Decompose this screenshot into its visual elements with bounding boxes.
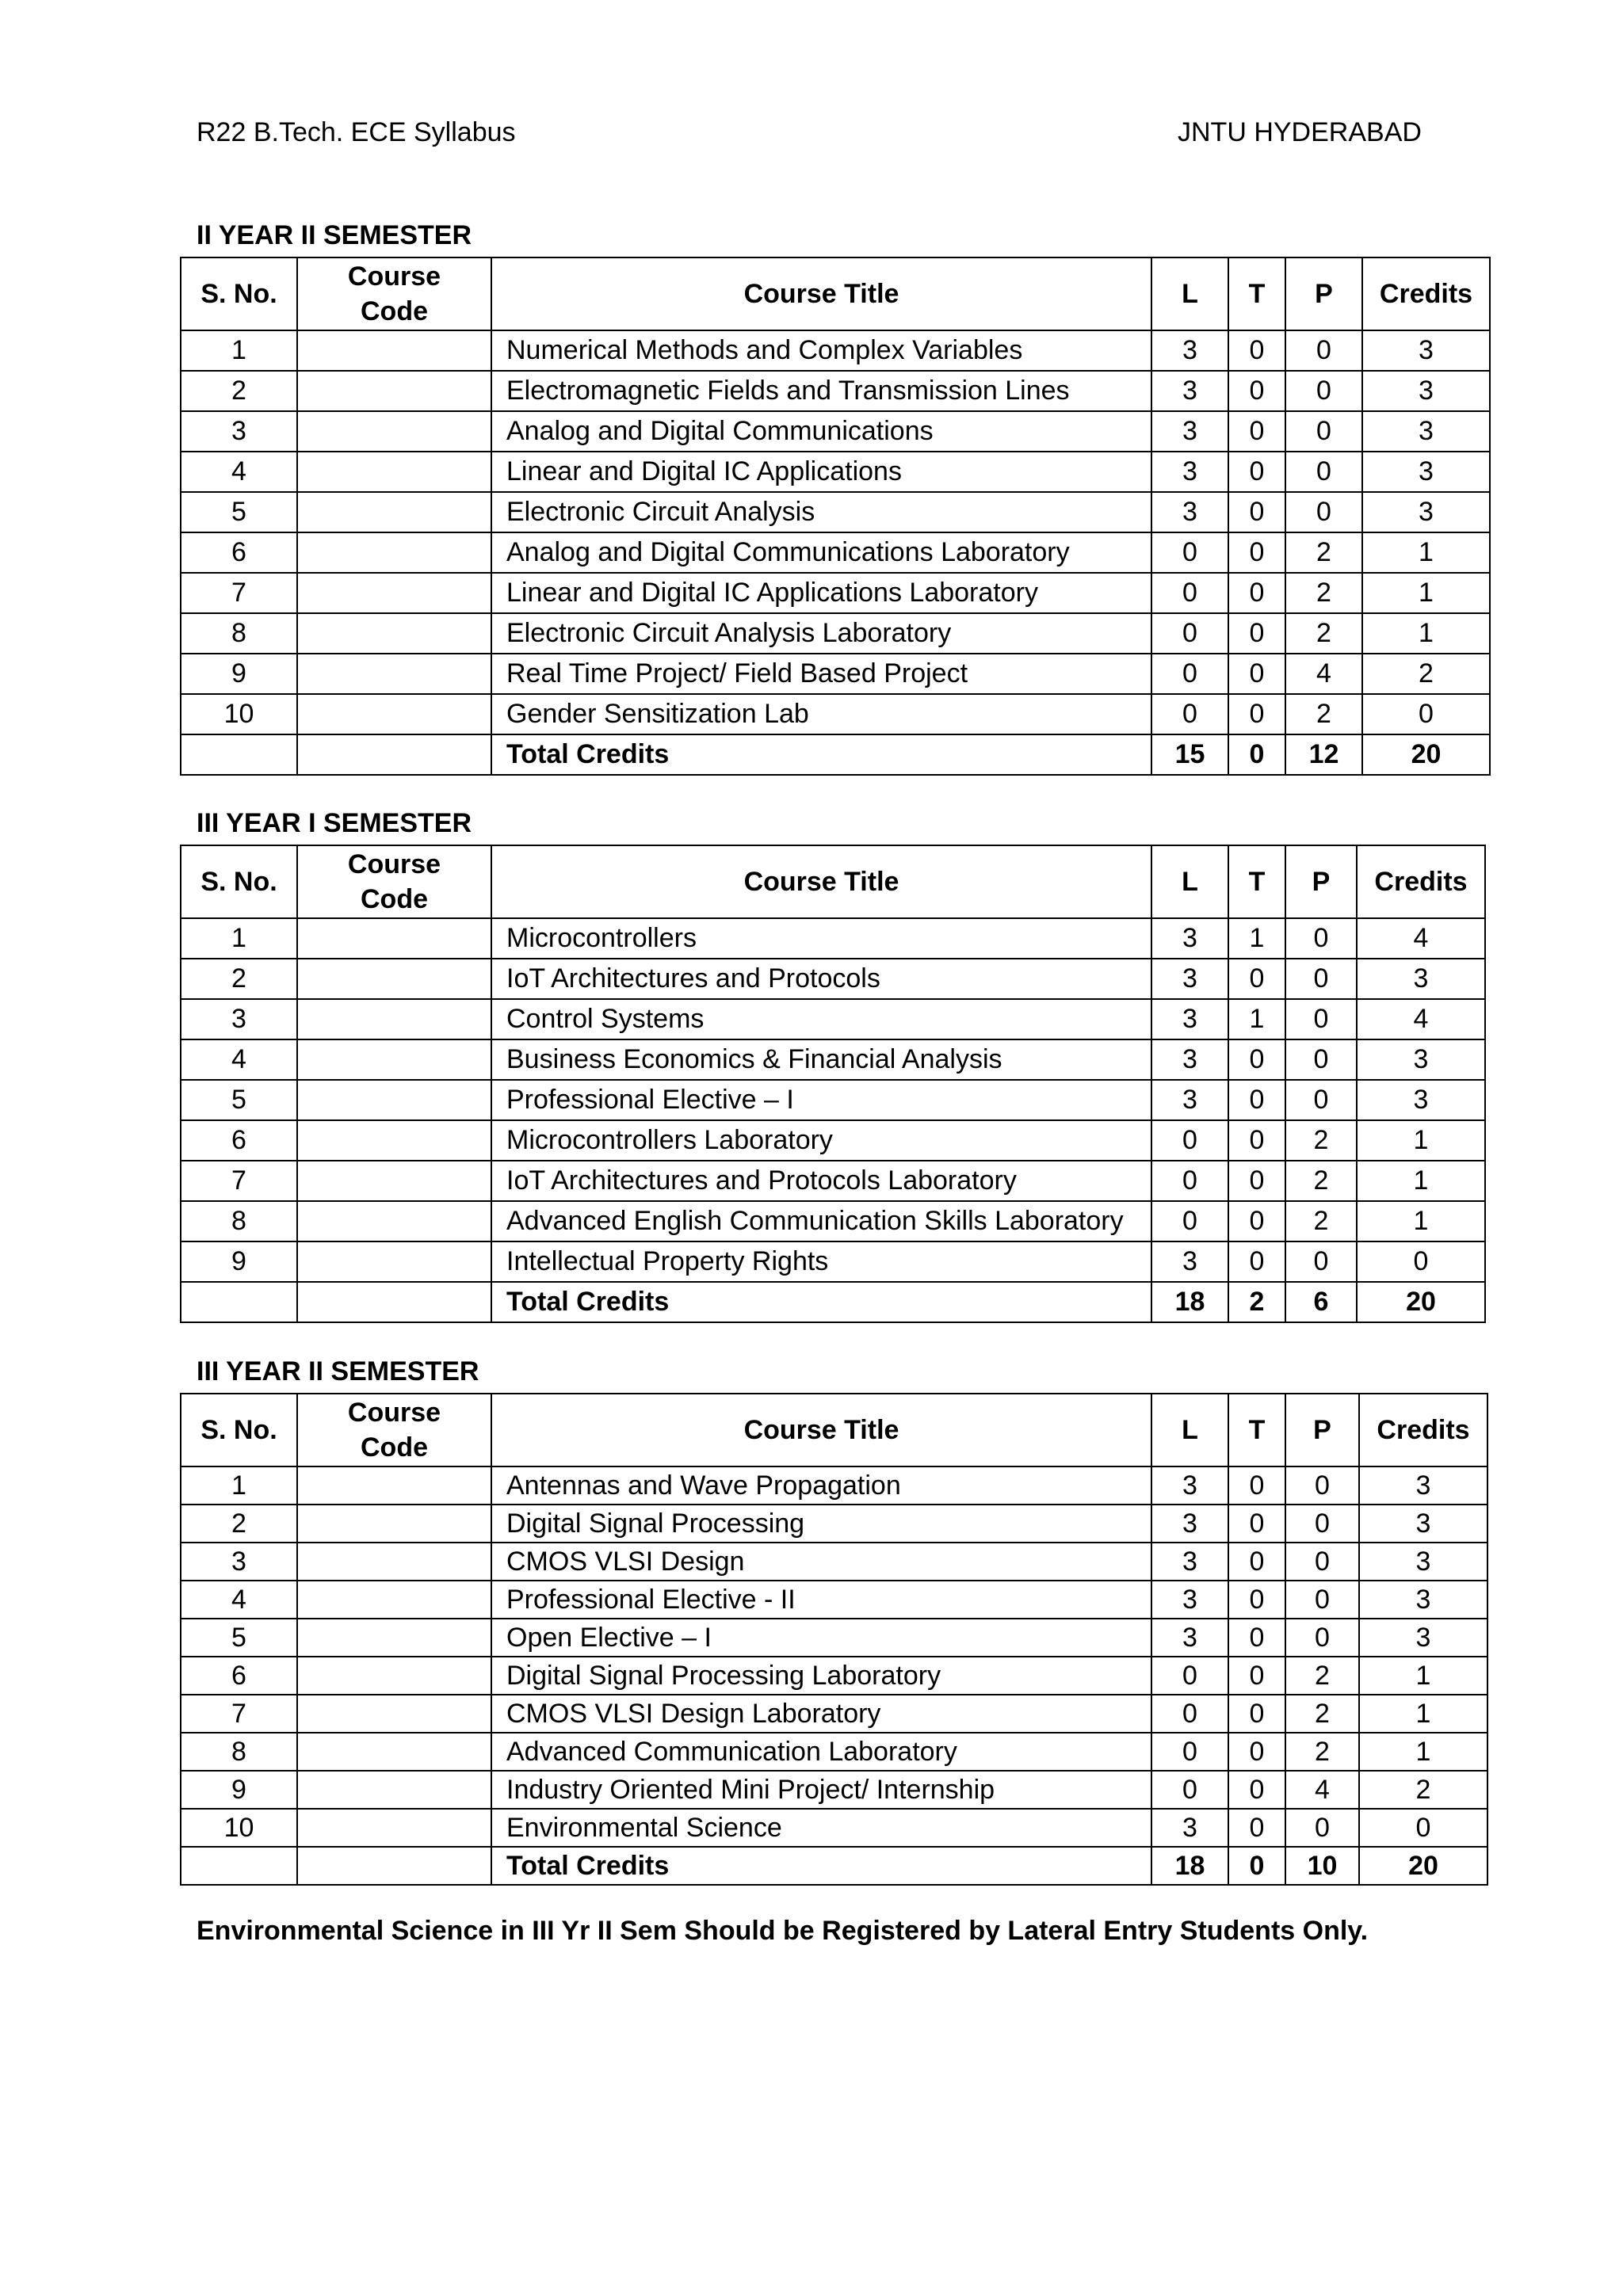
- col-code-line2: Code: [361, 884, 428, 914]
- cell-credits: 3: [1359, 1466, 1487, 1505]
- table-row: [181, 411, 1490, 452]
- cell-code: [297, 492, 491, 532]
- cell-l: 3: [1151, 452, 1228, 492]
- col-p-header: P: [1285, 845, 1357, 918]
- cell-credits: 1: [1362, 532, 1490, 573]
- total-empty-cell: [181, 1847, 297, 1885]
- cell-t: 0: [1228, 330, 1285, 371]
- cell-p: 2: [1285, 613, 1362, 654]
- cell-l: 3: [1151, 1619, 1228, 1657]
- cell-sno: 3: [181, 1543, 297, 1581]
- cell-title: Linear and Digital IC Applications: [491, 452, 1151, 492]
- cell-credits: 1: [1357, 1161, 1485, 1201]
- cell-sno: 2: [181, 1505, 297, 1543]
- cell-title: Intellectual Property Rights: [491, 1241, 1151, 1282]
- cell-sno: 7: [181, 1695, 297, 1733]
- table-row: [181, 1695, 1487, 1733]
- table-row: [181, 1809, 1487, 1847]
- cell-p: 0: [1285, 1619, 1359, 1657]
- col-credits-header: Credits: [1362, 257, 1490, 330]
- cell-p: 0: [1285, 1466, 1359, 1505]
- cell-code: [297, 654, 491, 694]
- total-empty-cell: [297, 734, 491, 775]
- cell-l: 3: [1151, 1581, 1228, 1619]
- cell-t: 0: [1228, 1466, 1285, 1505]
- cell-sno: 8: [181, 1733, 297, 1771]
- cell-t: 0: [1228, 1809, 1285, 1847]
- cell-credits: 3: [1357, 959, 1485, 999]
- cell-code: [297, 573, 491, 613]
- cell-p: 0: [1285, 959, 1357, 999]
- cell-code: [297, 918, 491, 959]
- cell-sno: 10: [181, 1809, 297, 1847]
- cell-credits: 1: [1362, 613, 1490, 654]
- cell-t: 0: [1228, 959, 1285, 999]
- cell-t: 0: [1228, 1080, 1285, 1120]
- cell-sno: 9: [181, 1241, 297, 1282]
- table-row: [181, 330, 1490, 371]
- col-credits-header: Credits: [1359, 1394, 1487, 1466]
- col-l-header: L: [1151, 1394, 1228, 1466]
- cell-t: 0: [1228, 1733, 1285, 1771]
- cell-title: Business Economics & Financial Analysis: [491, 1039, 1151, 1080]
- cell-t: 1: [1228, 999, 1285, 1039]
- cell-l: 3: [1151, 411, 1228, 452]
- table-row: [181, 1771, 1487, 1809]
- cell-t: 0: [1228, 1695, 1285, 1733]
- cell-credits: 1: [1359, 1657, 1487, 1695]
- cell-credits: 1: [1359, 1695, 1487, 1733]
- col-l-header: L: [1151, 257, 1228, 330]
- cell-sno: 2: [181, 371, 297, 411]
- cell-t: 0: [1228, 1201, 1285, 1241]
- col-credits-header: Credits: [1357, 845, 1485, 918]
- cell-title: Gender Sensitization Lab: [491, 694, 1151, 734]
- cell-credits: 2: [1359, 1771, 1487, 1809]
- cell-title: CMOS VLSI Design Laboratory: [491, 1695, 1151, 1733]
- semester-heading: III YEAR II SEMESTER: [197, 1356, 479, 1386]
- cell-t: 0: [1228, 532, 1285, 573]
- table-row: [181, 452, 1490, 492]
- cell-code: [297, 1505, 491, 1543]
- cell-title: Real Time Project/ Field Based Project: [491, 654, 1151, 694]
- total-t: 2: [1228, 1282, 1285, 1322]
- cell-sno: 1: [181, 918, 297, 959]
- total-p: 10: [1285, 1847, 1359, 1885]
- col-code-header: [297, 1394, 491, 1466]
- cell-p: 2: [1285, 1120, 1357, 1161]
- cell-credits: 3: [1357, 1080, 1485, 1120]
- cell-title: Open Elective – I: [491, 1619, 1151, 1657]
- cell-t: 0: [1228, 573, 1285, 613]
- cell-credits: 2: [1362, 654, 1490, 694]
- semester-heading: II YEAR II SEMESTER: [197, 220, 472, 250]
- cell-code: [297, 1695, 491, 1733]
- cell-credits: 0: [1359, 1809, 1487, 1847]
- cell-title: IoT Architectures and Protocols: [491, 959, 1151, 999]
- total-p: 6: [1285, 1282, 1357, 1322]
- cell-sno: 3: [181, 999, 297, 1039]
- cell-t: 0: [1228, 1657, 1285, 1695]
- col-sno-header: S. No.: [181, 257, 297, 330]
- cell-credits: 1: [1357, 1201, 1485, 1241]
- page-header-right: JNTU HYDERABAD: [1178, 117, 1422, 147]
- cell-credits: 3: [1362, 330, 1490, 371]
- cell-sno: 4: [181, 1039, 297, 1080]
- cell-p: 0: [1285, 918, 1357, 959]
- cell-l: 3: [1151, 918, 1228, 959]
- cell-t: 0: [1228, 654, 1285, 694]
- cell-p: 4: [1285, 654, 1362, 694]
- cell-code: [297, 613, 491, 654]
- cell-code: [297, 1809, 491, 1847]
- cell-code: [297, 330, 491, 371]
- cell-title: Industry Oriented Mini Project/ Internship: [491, 1771, 1151, 1809]
- col-sno-header: S. No.: [181, 1394, 297, 1466]
- cell-title: Advanced Communication Laboratory: [491, 1733, 1151, 1771]
- cell-credits: 3: [1357, 1039, 1485, 1080]
- cell-l: 3: [1151, 959, 1228, 999]
- cell-credits: 3: [1359, 1543, 1487, 1581]
- table-row: [181, 959, 1485, 999]
- total-credits: 20: [1357, 1282, 1485, 1322]
- cell-sno: 5: [181, 1080, 297, 1120]
- cell-p: 2: [1285, 1161, 1357, 1201]
- table-row: [181, 371, 1490, 411]
- header-row: [181, 1394, 1487, 1466]
- cell-l: 3: [1151, 330, 1228, 371]
- cell-sno: 4: [181, 452, 297, 492]
- cell-l: 0: [1151, 654, 1228, 694]
- cell-sno: 4: [181, 1581, 297, 1619]
- cell-p: 0: [1285, 1581, 1359, 1619]
- cell-p: 2: [1285, 1695, 1359, 1733]
- cell-l: 0: [1151, 573, 1228, 613]
- total-l: 18: [1151, 1282, 1228, 1322]
- cell-t: 0: [1228, 1543, 1285, 1581]
- cell-l: 0: [1151, 1733, 1228, 1771]
- cell-code: [297, 371, 491, 411]
- cell-l: 3: [1151, 1543, 1228, 1581]
- cell-p: 0: [1285, 411, 1362, 452]
- cell-credits: 3: [1362, 371, 1490, 411]
- cell-credits: 0: [1362, 694, 1490, 734]
- cell-sno: 1: [181, 330, 297, 371]
- total-l: 18: [1151, 1847, 1228, 1885]
- cell-sno: 8: [181, 1201, 297, 1241]
- table-row: [181, 1543, 1487, 1581]
- table-row: [181, 1161, 1485, 1201]
- cell-l: 0: [1151, 532, 1228, 573]
- table-row: [181, 999, 1485, 1039]
- total-credits: 20: [1362, 734, 1490, 775]
- cell-t: 0: [1228, 1771, 1285, 1809]
- col-code-line1: Course: [347, 261, 441, 292]
- table-row: [181, 1581, 1487, 1619]
- col-sno-header: S. No.: [181, 845, 297, 918]
- total-empty-cell: [181, 734, 297, 775]
- cell-code: [297, 1120, 491, 1161]
- col-code-line2: Code: [361, 296, 428, 326]
- cell-title: Electronic Circuit Analysis Laboratory: [491, 613, 1151, 654]
- cell-title: Numerical Methods and Complex Variables: [491, 330, 1151, 371]
- cell-sno: 1: [181, 1466, 297, 1505]
- cell-t: 0: [1228, 452, 1285, 492]
- total-row: [181, 1282, 1485, 1322]
- total-label: Total Credits: [491, 734, 1151, 775]
- total-label: Total Credits: [491, 1847, 1151, 1885]
- cell-t: 0: [1228, 1505, 1285, 1543]
- total-t: 0: [1228, 1847, 1285, 1885]
- cell-sno: 5: [181, 1619, 297, 1657]
- cell-code: [297, 1241, 491, 1282]
- cell-t: 0: [1228, 371, 1285, 411]
- table-row: [181, 654, 1490, 694]
- cell-code: [297, 1543, 491, 1581]
- cell-code: [297, 1733, 491, 1771]
- cell-p: 2: [1285, 694, 1362, 734]
- cell-credits: 1: [1357, 1120, 1485, 1161]
- cell-t: 0: [1228, 1120, 1285, 1161]
- semester-table: [180, 257, 1491, 776]
- cell-t: 1: [1228, 918, 1285, 959]
- cell-p: 0: [1285, 1809, 1359, 1847]
- table-row: [181, 1619, 1487, 1657]
- cell-p: 2: [1285, 532, 1362, 573]
- cell-credits: 3: [1359, 1619, 1487, 1657]
- cell-l: 0: [1151, 1120, 1228, 1161]
- cell-sno: 7: [181, 573, 297, 613]
- cell-p: 2: [1285, 1657, 1359, 1695]
- cell-credits: 3: [1359, 1505, 1487, 1543]
- cell-title: Electromagnetic Fields and Transmission Lines: [491, 371, 1151, 411]
- col-code-line1: Course: [347, 1398, 441, 1428]
- cell-code: [297, 1039, 491, 1080]
- cell-p: 2: [1285, 1733, 1359, 1771]
- cell-credits: 3: [1362, 411, 1490, 452]
- cell-code: [297, 452, 491, 492]
- cell-l: 0: [1151, 1657, 1228, 1695]
- cell-code: [297, 1161, 491, 1201]
- cell-title: Environmental Science: [491, 1809, 1151, 1847]
- cell-t: 0: [1228, 411, 1285, 452]
- cell-l: 3: [1151, 1039, 1228, 1080]
- cell-t: 0: [1228, 1161, 1285, 1201]
- table-row: [181, 1733, 1487, 1771]
- cell-title: Microcontrollers Laboratory: [491, 1120, 1151, 1161]
- cell-title: Professional Elective – I: [491, 1080, 1151, 1120]
- cell-p: 2: [1285, 1201, 1357, 1241]
- col-title-header: Course Title: [491, 845, 1151, 918]
- col-l-header: L: [1151, 845, 1228, 918]
- cell-p: 0: [1285, 999, 1357, 1039]
- table-row: [181, 1120, 1485, 1161]
- cell-p: 0: [1285, 1039, 1357, 1080]
- cell-sno: 9: [181, 1771, 297, 1809]
- cell-l: 3: [1151, 1241, 1228, 1282]
- cell-t: 0: [1228, 492, 1285, 532]
- header-row: [181, 257, 1490, 330]
- cell-title: Analog and Digital Communications: [491, 411, 1151, 452]
- cell-t: 0: [1228, 1241, 1285, 1282]
- cell-l: 0: [1151, 613, 1228, 654]
- col-t-header: T: [1228, 257, 1285, 330]
- cell-t: 0: [1228, 1039, 1285, 1080]
- semester-table: [180, 1393, 1488, 1886]
- total-row: [181, 1847, 1487, 1885]
- cell-code: [297, 1080, 491, 1120]
- cell-code: [297, 1466, 491, 1505]
- table-row: [181, 573, 1490, 613]
- total-empty-cell: [297, 1282, 491, 1322]
- cell-l: 0: [1151, 694, 1228, 734]
- cell-title: Digital Signal Processing Laboratory: [491, 1657, 1151, 1695]
- cell-credits: 3: [1362, 492, 1490, 532]
- table-row: [181, 1505, 1487, 1543]
- footnote: Environmental Science in III Yr II Sem Should be Registered by Lateral Entry Students Only.: [197, 1916, 1369, 1946]
- cell-title: Advanced English Communication Skills Laboratory: [491, 1201, 1151, 1241]
- cell-title: Control Systems: [491, 999, 1151, 1039]
- cell-credits: 1: [1359, 1733, 1487, 1771]
- cell-sno: 3: [181, 411, 297, 452]
- cell-l: 0: [1151, 1695, 1228, 1733]
- cell-p: 0: [1285, 1505, 1359, 1543]
- col-code-header: [297, 845, 491, 918]
- cell-l: 0: [1151, 1771, 1228, 1809]
- col-p-header: P: [1285, 1394, 1359, 1466]
- cell-p: 0: [1285, 1241, 1357, 1282]
- col-p-header: P: [1285, 257, 1362, 330]
- col-t-header: T: [1228, 1394, 1285, 1466]
- cell-credits: 3: [1362, 452, 1490, 492]
- cell-l: 3: [1151, 1080, 1228, 1120]
- col-code-header: [297, 257, 491, 330]
- cell-sno: 8: [181, 613, 297, 654]
- cell-p: 0: [1285, 492, 1362, 532]
- cell-credits: 4: [1357, 999, 1485, 1039]
- cell-title: IoT Architectures and Protocols Laboratory: [491, 1161, 1151, 1201]
- total-row: [181, 734, 1490, 775]
- total-t: 0: [1228, 734, 1285, 775]
- cell-credits: 4: [1357, 918, 1485, 959]
- cell-code: [297, 411, 491, 452]
- table-row: [181, 1080, 1485, 1120]
- page-header-left: R22 B.Tech. ECE Syllabus: [197, 117, 516, 147]
- cell-p: 0: [1285, 452, 1362, 492]
- total-p: 12: [1285, 734, 1362, 775]
- cell-p: 4: [1285, 1771, 1359, 1809]
- col-title-header: Course Title: [491, 1394, 1151, 1466]
- cell-title: Professional Elective - II: [491, 1581, 1151, 1619]
- cell-p: 0: [1285, 371, 1362, 411]
- cell-l: 3: [1151, 1505, 1228, 1543]
- table-row: [181, 492, 1490, 532]
- col-t-header: T: [1228, 845, 1285, 918]
- cell-credits: 0: [1357, 1241, 1485, 1282]
- cell-l: 0: [1151, 1161, 1228, 1201]
- cell-p: 0: [1285, 330, 1362, 371]
- table-row: [181, 1039, 1485, 1080]
- total-empty-cell: [297, 1847, 491, 1885]
- cell-l: 3: [1151, 371, 1228, 411]
- cell-l: 3: [1151, 1809, 1228, 1847]
- cell-p: 2: [1285, 573, 1362, 613]
- table-row: [181, 613, 1490, 654]
- cell-code: [297, 1581, 491, 1619]
- cell-t: 0: [1228, 694, 1285, 734]
- semester-table: [180, 845, 1486, 1323]
- cell-title: Linear and Digital IC Applications Laboratory: [491, 573, 1151, 613]
- cell-sno: 6: [181, 532, 297, 573]
- table-row: [181, 1657, 1487, 1695]
- table-row: [181, 1201, 1485, 1241]
- cell-title: Electronic Circuit Analysis: [491, 492, 1151, 532]
- table-row: [181, 532, 1490, 573]
- cell-title: Digital Signal Processing: [491, 1505, 1151, 1543]
- cell-l: 0: [1151, 1201, 1228, 1241]
- col-code-line1: Course: [347, 849, 441, 879]
- cell-sno: 6: [181, 1120, 297, 1161]
- cell-l: 3: [1151, 999, 1228, 1039]
- cell-l: 3: [1151, 1466, 1228, 1505]
- cell-code: [297, 694, 491, 734]
- cell-code: [297, 959, 491, 999]
- cell-sno: 2: [181, 959, 297, 999]
- cell-l: 3: [1151, 492, 1228, 532]
- cell-sno: 6: [181, 1657, 297, 1695]
- cell-sno: 7: [181, 1161, 297, 1201]
- cell-credits: 1: [1362, 573, 1490, 613]
- table-row: [181, 1466, 1487, 1505]
- cell-code: [297, 999, 491, 1039]
- cell-code: [297, 1771, 491, 1809]
- cell-code: [297, 1201, 491, 1241]
- table-row: [181, 694, 1490, 734]
- table-row: [181, 1241, 1485, 1282]
- cell-sno: 10: [181, 694, 297, 734]
- cell-p: 0: [1285, 1543, 1359, 1581]
- cell-credits: 3: [1359, 1581, 1487, 1619]
- total-label: Total Credits: [491, 1282, 1151, 1322]
- total-credits: 20: [1359, 1847, 1487, 1885]
- cell-t: 0: [1228, 1619, 1285, 1657]
- table-row: [181, 918, 1485, 959]
- total-l: 15: [1151, 734, 1228, 775]
- cell-title: Microcontrollers: [491, 918, 1151, 959]
- cell-title: Analog and Digital Communications Laboratory: [491, 532, 1151, 573]
- cell-title: Antennas and Wave Propagation: [491, 1466, 1151, 1505]
- cell-t: 0: [1228, 1581, 1285, 1619]
- cell-sno: 5: [181, 492, 297, 532]
- cell-p: 0: [1285, 1080, 1357, 1120]
- col-code-line2: Code: [361, 1432, 428, 1463]
- total-empty-cell: [181, 1282, 297, 1322]
- cell-code: [297, 1657, 491, 1695]
- semester-heading: III YEAR I SEMESTER: [197, 808, 472, 838]
- col-title-header: Course Title: [491, 257, 1151, 330]
- cell-code: [297, 532, 491, 573]
- header-row: [181, 845, 1485, 918]
- cell-t: 0: [1228, 613, 1285, 654]
- cell-code: [297, 1619, 491, 1657]
- cell-sno: 9: [181, 654, 297, 694]
- cell-title: CMOS VLSI Design: [491, 1543, 1151, 1581]
